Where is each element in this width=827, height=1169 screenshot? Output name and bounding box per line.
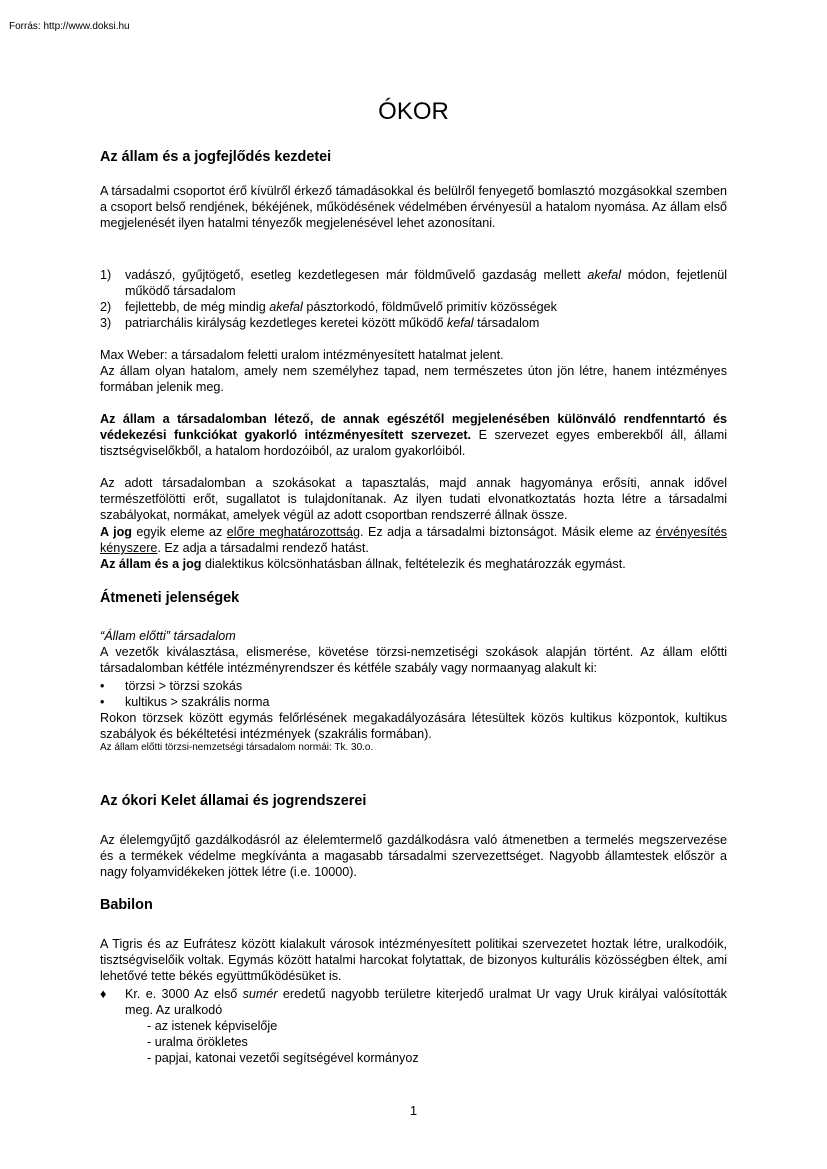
paragraph-szokas: Az adott társadalomban a szokásokat a tapasztalás, majd annak hagyománya erősíti, annak idővel természetfölötti erőt, sugallatot is tulajdonítanak. Az ilyen tudati elvonatkoztatás hozta létre a társadalmi szabályokat, normákat, amelyek végül az adott csoportban rendszerré állnak össze.: [100, 476, 727, 522]
list-item: [100, 315, 727, 331]
paragraph-weber-2: Az állam olyan hatalom, amely nem személyhez tapad, nem természetes úton jön létre, hanem intézményes formában jelenik meg.: [100, 364, 727, 394]
page-title: ÓKOR: [378, 98, 449, 125]
list-item: [100, 267, 727, 299]
section-heading-allam: Az állam és a jogfejlődés kezdetei: [100, 149, 332, 165]
section-heading-atmeneti: Átmeneti jelenségek: [100, 590, 240, 606]
sub-list-item: - papjai, katonai vezetői segítségével kormányoz: [147, 1051, 419, 1065]
paragraph-rokon: Rokon törzsek között egymás felőrlésének megakadályozására létesültek közös kultikus központok, kultikus szabályok és békéltetési intézmények (szakrális formában).: [100, 711, 727, 741]
paragraph-jog-1: A jog egyik eleme az előre meghatározottság. Ez adja a társadalmi biztonságot. Másik eleme az érvényesítés kényszere. Ez adja a társadalmi rendező hatást.: [100, 525, 727, 555]
bullet-item: • törzsi > törzsi szokás: [100, 679, 243, 693]
paragraph-babilon: A Tigris és az Eufrátesz között kialakult városok intézményesített politikai szervezetet hoztak létre, uralkodóik, tisztségviselőik voltak. Egymás között hatalmi harcokat folytattak, de bizonyos kulturális közösségben éltek, ami lehetővé tette békés együttműködésüket is.: [100, 937, 727, 983]
source-line: Forrás: http://www.doksi.hu: [9, 21, 130, 32]
paragraph-jog-2: Az állam és a jog dialektikus kölcsönhatásban állnak, feltételezik és meghatározzák egymást.: [100, 557, 626, 571]
bullet-icon: •: [100, 679, 105, 693]
list-number: 2): [100, 300, 112, 314]
paragraph-weber-1: Max Weber: a társadalom feletti uralom intézményesített hatalmat jelent.: [100, 348, 504, 362]
subheading-allam-elotti: “Állam előtti” társadalom: [100, 629, 236, 643]
list-text: patriarchális királyság kezdetleges keretei között működő kefal társadalom: [125, 316, 540, 330]
page-number: 1: [409, 1103, 418, 1118]
diamond-bullet-icon: ♦: [100, 987, 107, 1001]
paragraph-intro: A társadalmi csoportot érő kívülről érkező támadásokkal és belülről fenyegető bomlasztó mozgásokkal szemben a csoport belső rendjének, békéjének, működésének védelmében érvényesül a hatalom nyomása. Az állam első megjelenését ilyen hatalmi tényezők megjelenésével lehet azonosítani.: [100, 184, 727, 230]
paragraph-kelet: Az élelemgyűjtő gazdálkodásról az élelemtermelő gazdálkodásra való átmenetben a termelés megszervezése és a termékek védelme megkívánta a magasabb társadalmi szervezettséget. Nagyobb államtestek először a nagy folyamvidékeken jöttek létre (i.e. 10000).: [100, 833, 727, 879]
list-number: 3): [100, 316, 112, 330]
list-number: 1): [100, 268, 112, 282]
list-item: [100, 299, 727, 315]
list-text: fejlettebb, de még mindig akefal pásztorkodó, földművelő primitív közösségek: [125, 300, 557, 314]
section-heading-kelet: Az ókori Kelet államai és jogrendszerei: [100, 793, 367, 809]
list-text: vadászó, gyűjtögető, esetleg kezdetlegesen már földművelő gazdaság mellett akefal módon, fejetlenül működő társadalom: [125, 268, 727, 298]
bullet-item: • kultikus > szakrális norma: [100, 695, 270, 709]
paragraph-vezetok: A vezetők kiválasztása, elismerése, követése törzsi-nemzetiségi szokások alapján történt. Az állam előtti társadalomban kétféle intézményrendszer és kétféle szabály vagy normaanyag alakult ki:: [100, 645, 727, 675]
footnote-reference: Az állam előtti törzsi-nemzetségi társadalom normái: Tk. 30.o.: [100, 742, 374, 753]
sub-list-item: - az istenek képviselője: [147, 1019, 278, 1033]
bullet-icon: •: [100, 695, 105, 709]
section-heading-babilon: Babilon: [100, 897, 153, 913]
sub-list-item: - uralma örökletes: [147, 1035, 248, 1049]
diamond-item: ♦ Kr. e. 3000 Az első sumér eredetű nagyobb területre kiterjedő uralmat Ur vagy Uruk királyai valósították meg. Az uralkodó: [100, 987, 727, 1017]
paragraph-definition: Az állam a társadalomban létező, de annak egészétől megjelenésében különváló rendfenntartó és védekezési funkciókat gyakorló intézményesített szervezet. E szervezet egyes emberekből áll, állami tisztségviselőkből, a hatalom hordozóiból, az uralom gyakorlóiból.: [100, 412, 727, 458]
